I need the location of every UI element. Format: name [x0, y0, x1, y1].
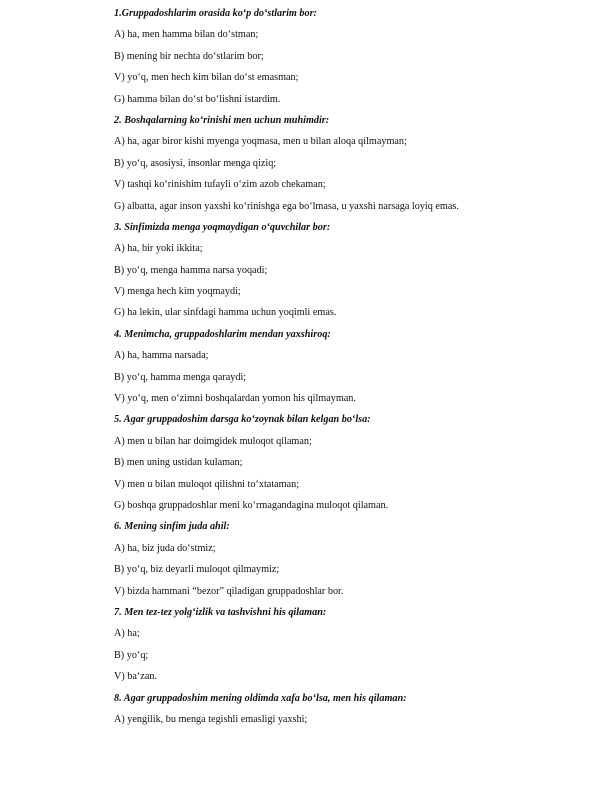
question-7-title: 7. Men tez-tez yolg‘izlik va tashvishni his qilaman: — [114, 606, 327, 618]
question-5-option-g: G) boshqa gruppadoshlar meni ko‘rmagandagina muloqot qilaman. — [114, 499, 389, 511]
question-5-option-a: A) men u bilan har doimgidek muloqot qilaman; — [114, 435, 312, 447]
question-6-title: 6. Mening sinfim juda ahil: — [114, 521, 230, 533]
question-7-option-v: V) ba‘zan. — [114, 671, 157, 683]
question-2-option-v: V) tashqi ko‘rinishim tufayli o‘zim azob chekaman; — [114, 179, 326, 191]
question-4-option-a: A) ha, hamma narsada; — [114, 350, 209, 362]
question-6-option-a: A) ha, biz juda do‘stmiz; — [114, 542, 216, 554]
question-7-option-b: B) yo‘q; — [114, 649, 149, 661]
question-3-option-a: A) ha, bir yoki ikkita; — [114, 243, 203, 255]
question-3-option-b: B) yo‘q, menga hamma narsa yoqadi; — [114, 264, 268, 276]
question-2-option-g: G) albatta, agar inson yaxshi ko‘rinishga ega bo‘lmasa, u yaxshi narsaga loyiq emas. — [114, 200, 459, 212]
question-8-option-a: A) yengilik, bu menga tegishli emasligi yaxshi; — [114, 713, 308, 725]
question-2-option-a: A) ha, agar biror kishi myengа yoqmasa, men u bilan aloqa qilmayman; — [114, 136, 407, 148]
question-8-title: 8. Agar gruppadoshim mening oldimda xafa bo‘lsa, men his qilaman: — [114, 692, 407, 704]
question-2-title: 2. Boshqalarning ko‘rinishi men uchun muhimdir: — [114, 114, 330, 126]
question-4-option-b: B) yo‘q, hamma menga qaraydi; — [114, 371, 247, 383]
question-6-option-v: V) bizda hammani “bezor” qiladigan gruppadoshlar bor. — [114, 585, 344, 597]
question-7-option-a: A) ha; — [114, 628, 140, 640]
question-3-option-v: V) menga hech kim yoqmaydi; — [114, 286, 241, 298]
question-4-option-v: V) yo‘q, men o‘zimni boshqalardan yomon his qilmayman. — [114, 393, 356, 405]
question-4-title: 4. Menimcha, gruppadoshlarim mendan yaxshiroq: — [114, 328, 331, 340]
question-1-option-v: V) yo‘q, men hech kim bilan do‘st emasman; — [114, 72, 299, 84]
question-1-option-a: A) ha, men hamma bilan do‘stman; — [114, 29, 259, 41]
question-1-option-b: B) mening bir nechta do‘stlarim bor; — [114, 50, 264, 62]
question-3-title: 3. Sinfimizda menga yoqmaydigan o‘quvchilar bor: — [114, 221, 331, 233]
question-5-title: 5. Agar gruppadoshim darsga ko‘zoynak bilan kelgan bo‘lsa: — [114, 414, 371, 426]
question-3-option-g: G) ha lekin, ular sinfdagi hamma uchun yoqimli emas. — [114, 307, 337, 319]
question-1-title: 1.Gruppadoshlarim orasida ko‘p do‘stlarim bor: — [114, 8, 317, 19]
question-2-option-b: B) yo‘q, asosiysi, insonlar menga qiziq; — [114, 157, 277, 169]
questionnaire — [114, 6, 594, 733]
question-1-option-g: G) hamma bilan do‘st bo‘lishni istardim. — [114, 93, 281, 105]
question-5-option-b: B) men uning ustidan kulaman; — [114, 457, 243, 469]
question-6-option-b: B) yo‘q, biz deyarli muloqot qilmaymiz; — [114, 564, 280, 576]
question-5-option-v: V) men u bilan muloqot qilishni to‘xtataman; — [114, 478, 300, 490]
